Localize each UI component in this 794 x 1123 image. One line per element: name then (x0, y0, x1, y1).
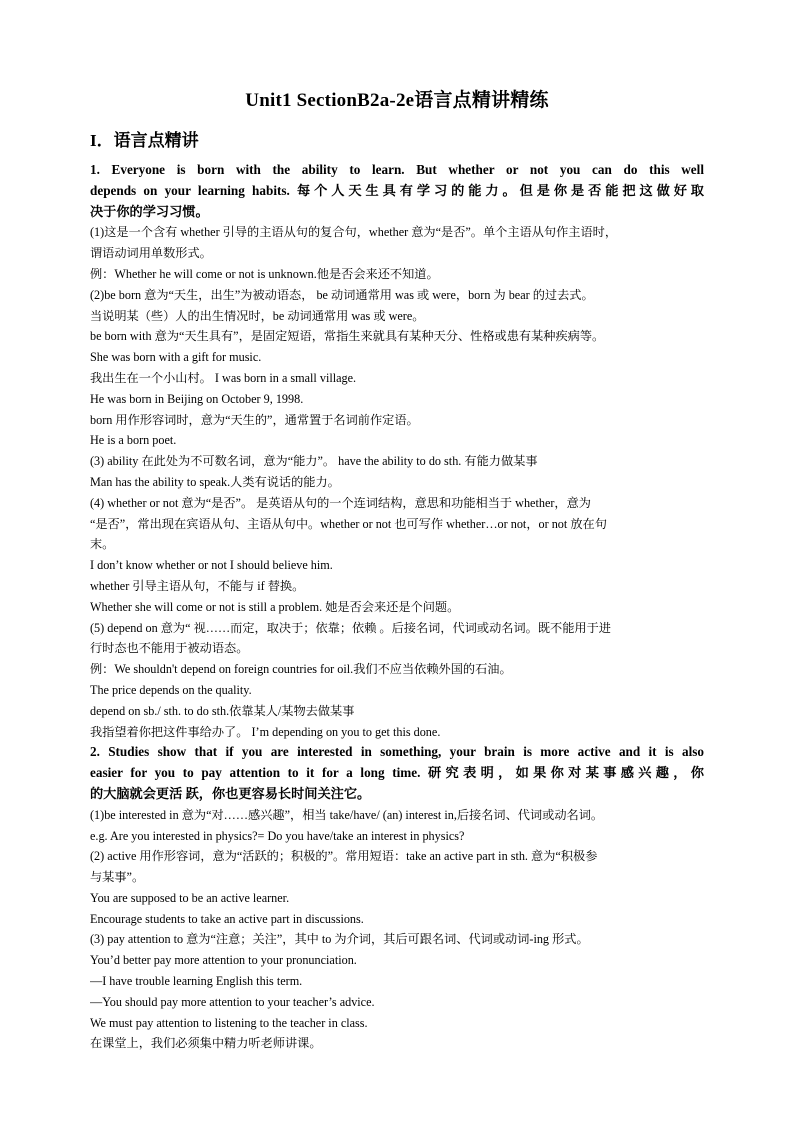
example-line: You’d better pay more attention to your pronunciation. (90, 953, 357, 968)
example-line: 例：We shouldn't depend on foreign countries for oil.我们不应当依赖外国的石油。 (90, 662, 512, 677)
note-line: born 用作形容词时，意为“天生的”，通常置于名词前作定语。 (90, 412, 419, 427)
example-line: 我指望着你把这件事给办了。 I’m depending on you to get this done. (90, 724, 441, 739)
note-line: (5) depend on 意为“ 视……而定，取决于；依靠；依赖 。后接名词，代词或动名词。既不能用于进 (90, 620, 611, 635)
example-line: —I have trouble learning English this term. (90, 974, 303, 989)
note-line: depend on sb./ sth. to do sth.依靠某人/某物去做某事 (90, 703, 355, 718)
sentence-1-english: 1. Everyone is born with the ability to learn. But whether or not you can do this well (90, 162, 704, 177)
note-line: (3) ability 在此处为不可数名词，意为“能力”。 have the ability to do sth. 有能力做某事 (90, 454, 538, 469)
note-line: (2)be born 意为“天生，出生”为被动语态， be 动词通常用 was 或 were，born 为 bear 的过去式。 (90, 287, 594, 302)
sentence-2-english: 2. Studies show that if you are interested in something, your brain is more active and it is also (90, 744, 704, 760)
page-title: Unit1 SectionB2a-2e语言点精讲精练 (245, 90, 549, 111)
note-line: be born with 意为“天生具有”，是固定短语，常指生来就具有某种天分、性格或患有某种疾病等。 (90, 329, 605, 344)
note-line: (3) pay attention to 意为“注意；关注”，其中 to 为介词，其后可跟名词、代词或动词-ing 形式。 (90, 932, 589, 947)
note-line: 谓语动词用单数形式。 (90, 246, 212, 261)
note-line: (2) active 用作形容词，意为“活跃的；积极的”。常用短语：take an active part in sth. 意为“积极参 (90, 849, 598, 864)
note-line: (1)be interested in 意为“对……感兴趣”，相当 take/have/ (an) interest in,后接名词、代词或动名词。 (90, 807, 604, 822)
example-line: He is a born poet. (90, 433, 177, 448)
note-line: (1)这是一个含有 whether 引导的主语从句的复合句，whether 意为“是否”。单个主语从句作主语时， (90, 225, 618, 240)
example-line: Man has the ability to speak.人类有说话的能力。 (90, 474, 340, 489)
example-line: We must pay attention to listening to the teacher in class. (90, 1015, 368, 1030)
note-line: 行时态也不能用于被动语态。 (90, 641, 249, 656)
example-line: The price depends on the quality. (90, 682, 252, 697)
example-line: He was born in Beijing on October 9, 1998. (90, 391, 304, 406)
example-line: e.g. Are you interested in physics?= Do you have/take an interest in physics? (90, 828, 465, 843)
example-line: You are supposed to be an active learner. (90, 890, 290, 905)
example-line: 在课堂上，我们必须集中精力听老师讲课。 (90, 1036, 322, 1051)
sentence-1-line-3: 决于你的学习习惯。 (90, 203, 209, 219)
document-body (90, 160, 704, 1054)
example-line: I don’t know whether or not I should believe him. (90, 558, 333, 573)
sentence-1-line-2: depends on your learning habits. 每个人天生具有学习的能力。但是你是否能把这做好取 (90, 182, 704, 198)
example-line: 例：Whether he will come or not is unknown.他是否会来还不知道。 (90, 266, 439, 281)
note-line: 当说明某（些）人的出生情况时，be 动词通常用 was 或 were。 (90, 308, 425, 323)
note-line: “是否”，常出现在宾语从句、主语从句中。whether or not 也可写作 whether…or not，or not 放在句 (90, 516, 607, 531)
example-line: Whether she will come or not is still a problem. 她是否会来还是个问题。 (90, 599, 460, 614)
example-line: —You should pay more attention to your teacher’s advice. (90, 994, 375, 1009)
section-heading: I．语言点精讲 (90, 131, 199, 150)
sentence-2-line-3: 的大脑就会更活 跃，你也更容易长时间关注它。 (90, 785, 371, 801)
example-line: 我出生在一个小山村。 I was born in a small village. (90, 370, 357, 385)
note-line: 末。 (90, 537, 115, 552)
note-line: whether 引导主语从句，不能与 if 替换。 (90, 578, 305, 593)
example-line: Encourage students to take an active part in discussions. (90, 911, 364, 926)
note-line: (4) whether or not 意为“是否”。 是英语从句的一个连词结构，意思和功能相当于 whether，意为 (90, 495, 591, 510)
sentence-2-line-2: easier for you to pay attention to it for a long time. 研究表明，如果你对某事感兴趣，你 (90, 765, 704, 781)
note-line: 与某事”。 (90, 870, 145, 885)
example-line: She was born with a gift for music. (90, 350, 262, 365)
